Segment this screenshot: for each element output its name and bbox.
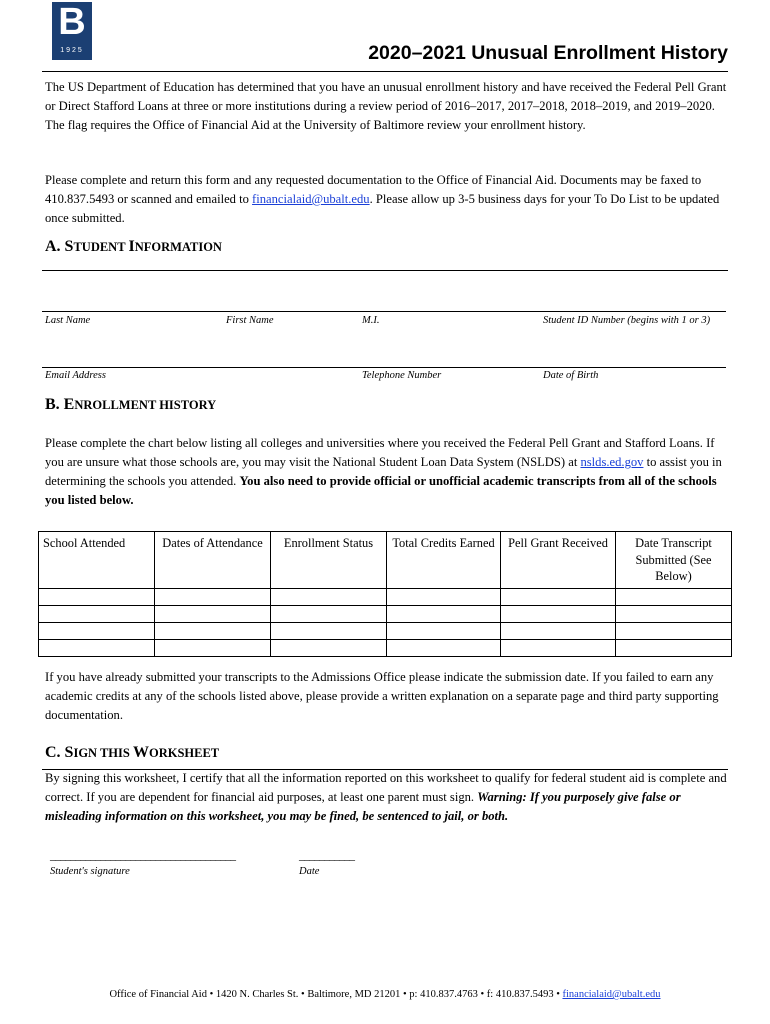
date-line[interactable]: ___________ [299, 848, 354, 862]
header-dates-of-attendance: Dates of Attendance [155, 532, 271, 589]
table-cell[interactable] [271, 639, 387, 656]
table-row [39, 639, 732, 656]
signature-line[interactable]: _____________________________________ [50, 848, 235, 862]
transcript-note: If you have already submitted your transcripts to the Admissions Office please indicate the submission date. If you failed to earn any academic credits at any of the schools listed above, please provide a written explanation on a separate page and third party supporting documentation. [45, 670, 719, 722]
first-name-label: First Name [226, 315, 274, 326]
table-cell[interactable] [501, 588, 616, 605]
intro-paragraph: The US Department of Education has determined that you have an unusual enrollment history and have received the Federal Pell Grant or Direct Stafford Loans at three or more institutions during a review period of 2016–2017, 2017–2018, 2018–2019, and 2019–2020. The flag requires the Office of Financial Aid at the University of Baltimore review your enrollment history. [45, 80, 727, 132]
table-cell[interactable] [39, 639, 155, 656]
logo-letter: B [58, 1, 86, 43]
student-id-label: Student ID Number (begins with 1 or 3) [543, 315, 711, 326]
enrollment-text-mid: to assist you in determining the schools you attended. [45, 455, 722, 488]
table-cell[interactable] [501, 639, 616, 656]
enrollment-text: Please complete the chart below listing all colleges and universities where you received the Federal Pell Grant and Stafford Loans. If you are unsure what those schools are, you may visit the National Student Loan Data System (NSLDS) at [45, 436, 715, 469]
table-cell[interactable] [387, 639, 501, 656]
table-cell[interactable] [155, 622, 271, 639]
footer [0, 989, 770, 1000]
enrollment-instructions [45, 434, 729, 510]
last-name-label: Last Name [45, 315, 91, 326]
warning-text: Warning: If you purposely give false or misleading information on this worksheet, you may be fined, be sentenced to jail, or both. [45, 790, 681, 823]
section-b-heading: B. ENROLLMENT HISTORY [45, 396, 217, 413]
table-cell[interactable] [39, 622, 155, 639]
instructions-paragraph [45, 171, 729, 228]
header-pell-grant: Pell Grant Received [501, 532, 616, 589]
instructions-text: Please complete and return this form and any requested documentation to the Office of Financial Aid. Documents may be faxed to 410.837.5493 or scanned and emailed to [45, 173, 702, 206]
footer-email-link[interactable]: financialaid@ubalt.edu [562, 989, 661, 1000]
table-cell[interactable] [501, 605, 616, 622]
student-signature-label: Student's signature [50, 866, 130, 877]
header-total-credits: Total Credits Earned [387, 532, 501, 589]
telephone-label: Telephone Number [362, 370, 442, 381]
table-cell[interactable] [155, 605, 271, 622]
table-cell[interactable] [616, 605, 732, 622]
certification-text: By signing this worksheet, I certify that all the information reported on this worksheet to qualify for federal student aid is complete and correct. If you are dependent for financial aid purposes, at least one parent must sign. [45, 771, 727, 804]
title-divider [42, 71, 728, 72]
table-cell[interactable] [387, 622, 501, 639]
instructions-text-end: . Please allow up 3-5 business days for your To Do List to be updated once submitted. [45, 192, 720, 225]
financial-aid-email-link[interactable]: financialaid@ubalt.edu [252, 192, 370, 206]
date-of-birth-label: Date of Birth [543, 370, 599, 381]
header-enrollment-status: Enrollment Status [271, 532, 387, 589]
date-label: Date [299, 866, 320, 877]
table-header-row [39, 532, 732, 589]
page-title: 2020–2021 Unusual Enrollment History [368, 42, 728, 64]
table-cell[interactable] [387, 588, 501, 605]
table-cell[interactable] [155, 639, 271, 656]
middle-initial-label: M.I. [362, 315, 380, 326]
table-cell[interactable] [616, 588, 732, 605]
table-cell[interactable] [616, 622, 732, 639]
nslds-link[interactable]: nslds.ed.gov [580, 455, 644, 469]
table-cell[interactable] [39, 605, 155, 622]
header-date-transcript: Date Transcript Submitted (See Below) [616, 532, 732, 589]
table-row [39, 605, 732, 622]
table-cell[interactable] [271, 588, 387, 605]
section-c-heading: C. SIGN THIS WORKSHEET [45, 744, 220, 761]
email-address-label: Email Address [45, 370, 106, 381]
table-cell[interactable] [501, 622, 616, 639]
table-cell[interactable] [155, 588, 271, 605]
table-row [39, 622, 732, 639]
logo-year: 1925 [60, 47, 84, 54]
table-cell[interactable] [271, 622, 387, 639]
table-cell[interactable] [387, 605, 501, 622]
footer-contact-info: Office of Financial Aid • 1420 N. Charles St. • Baltimore, MD 21201 • p: 410.837.4763 • f: 410.837.5493 • [109, 989, 563, 1000]
table-cell[interactable] [271, 605, 387, 622]
section-a-divider [42, 270, 728, 271]
certification-paragraph [45, 769, 729, 826]
transcript-requirement: You also need to provide official or unofficial academic transcripts from all of the schools you listed below. [45, 474, 717, 507]
contact-fields-line[interactable] [42, 367, 726, 368]
table-row [39, 588, 732, 605]
header-school-attended: School Attended [39, 532, 155, 589]
university-logo [52, 2, 92, 60]
table-cell[interactable] [616, 639, 732, 656]
name-fields-line[interactable] [42, 311, 726, 312]
section-a-heading: A. STUDENT INFORMATION [45, 238, 222, 255]
table-cell[interactable] [39, 588, 155, 605]
enrollment-history-table [38, 531, 732, 657]
